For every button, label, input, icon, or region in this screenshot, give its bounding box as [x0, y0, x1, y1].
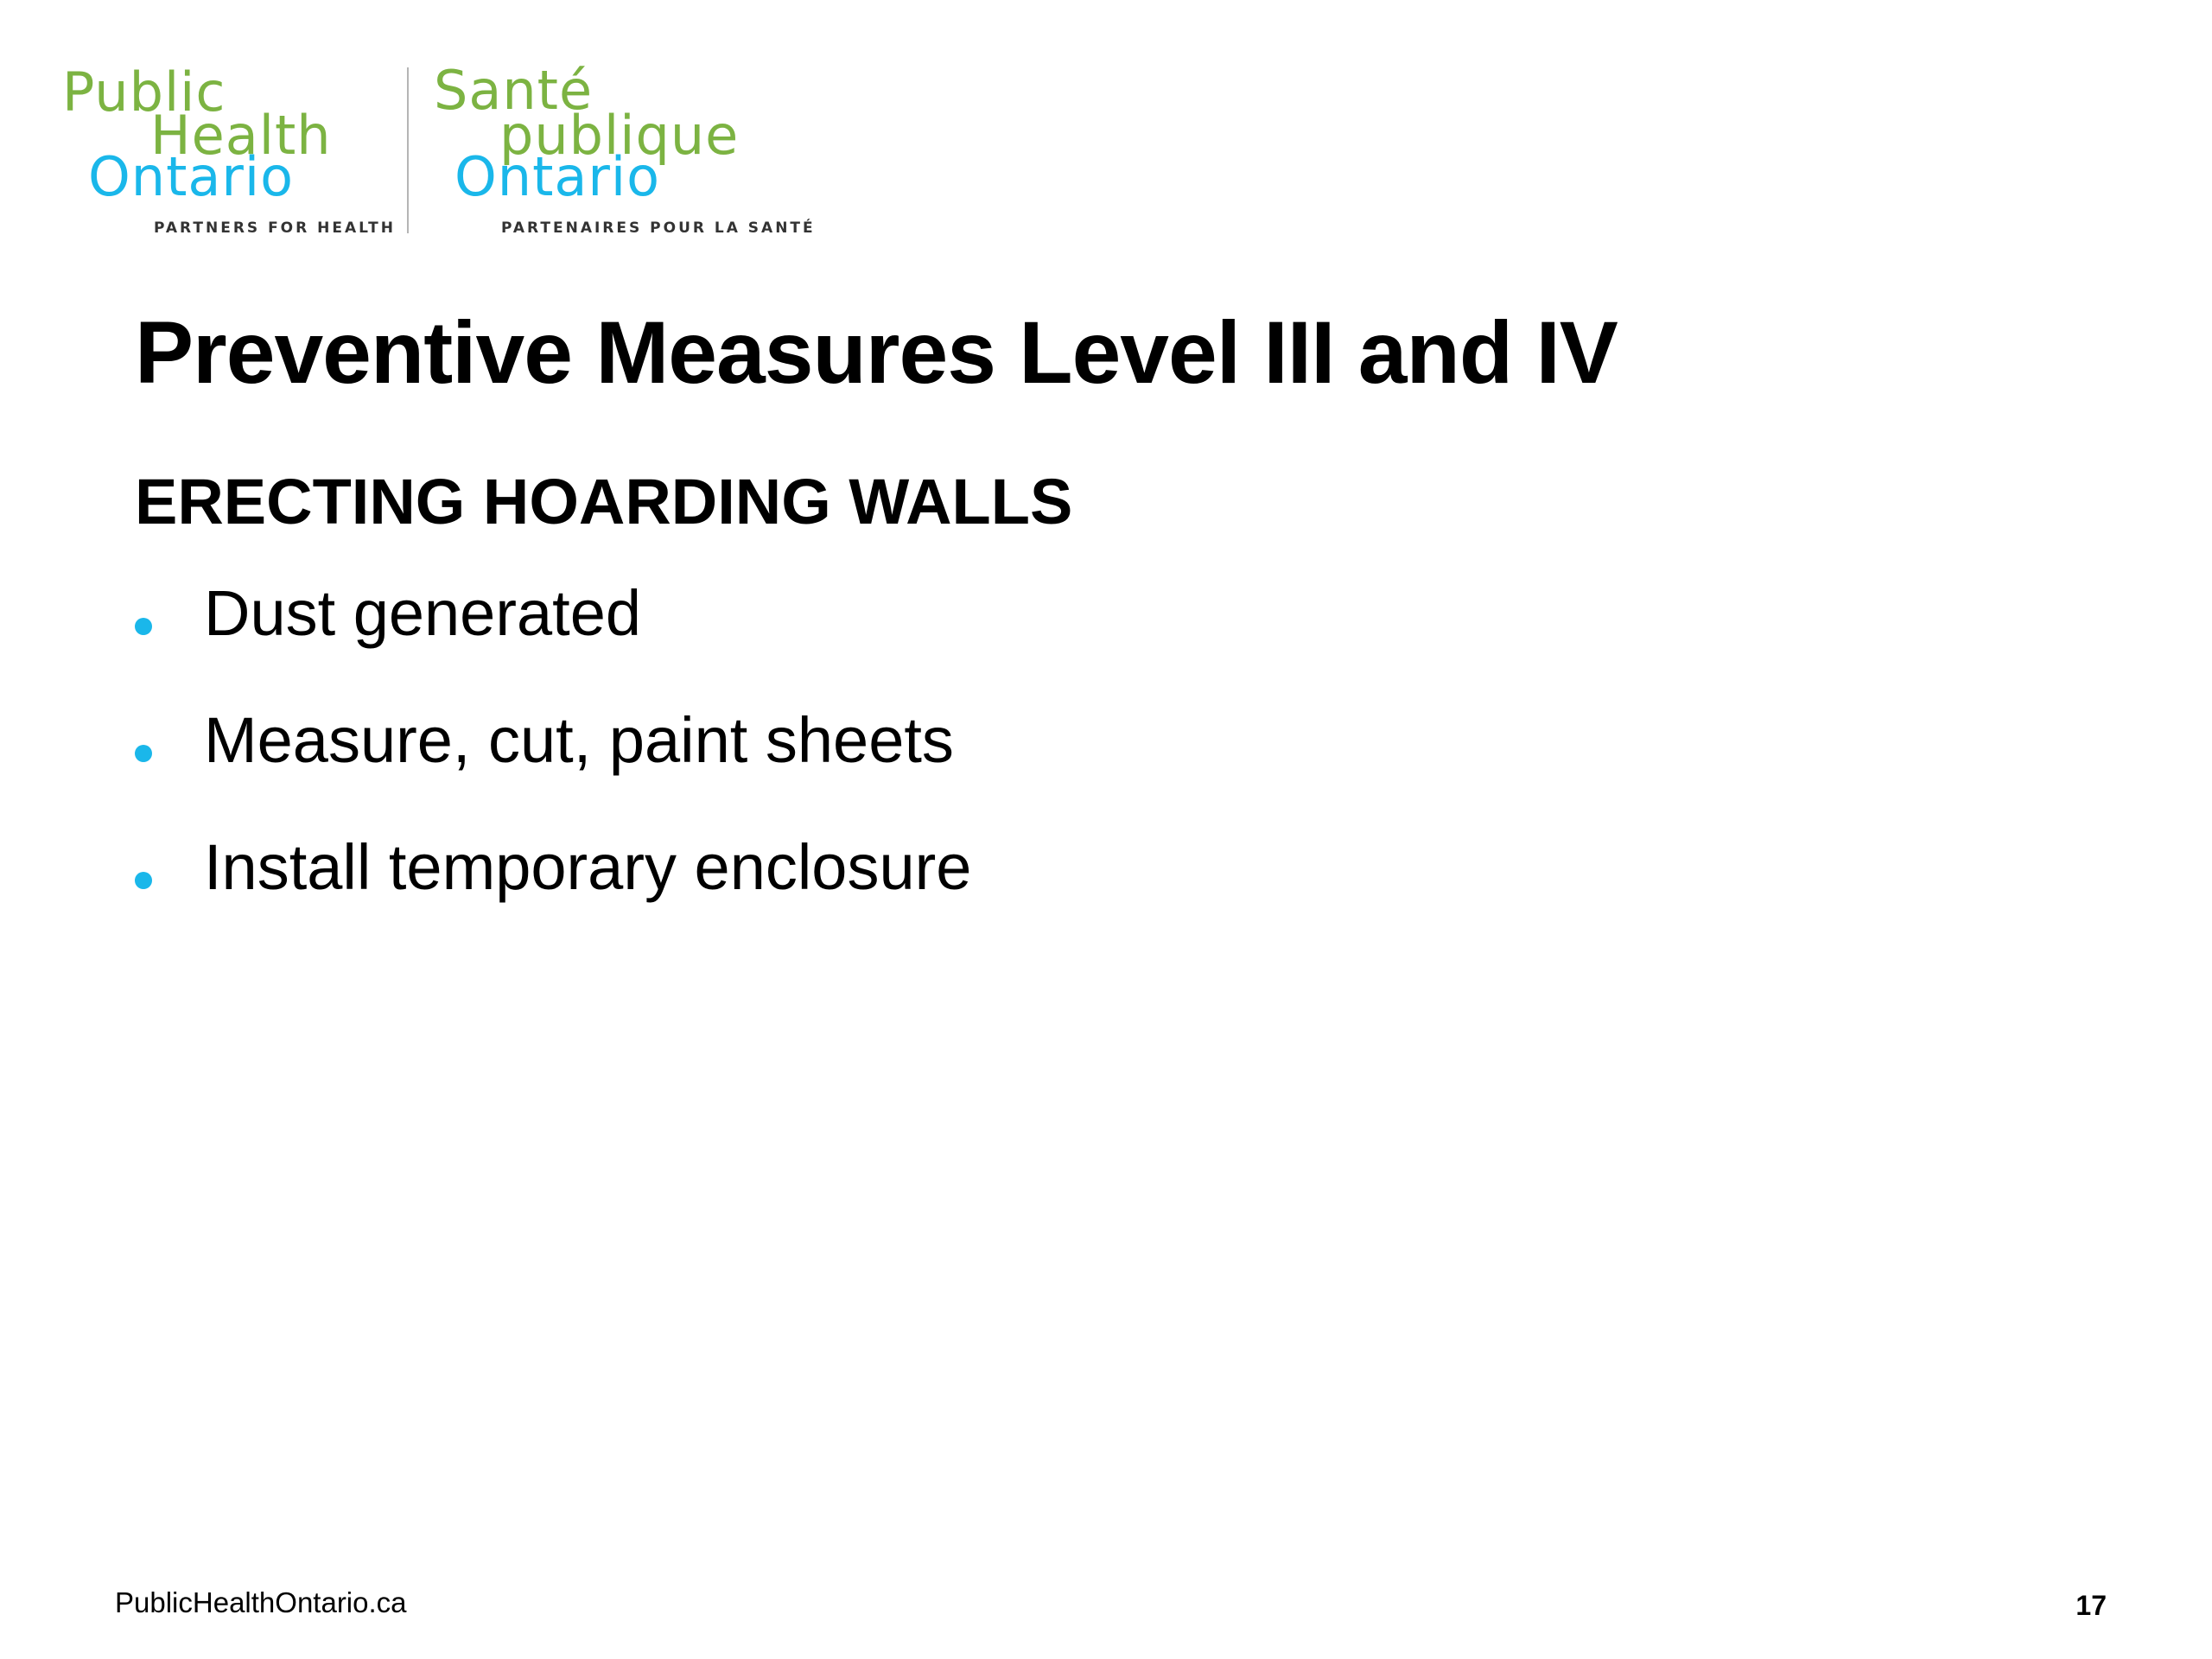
logo-french-line1: Santé: [434, 59, 594, 122]
footer-website: PublicHealthOntario.ca: [115, 1586, 407, 1618]
logo-french-line3: Ontario: [454, 145, 661, 208]
bullet-dot-icon: [135, 872, 152, 889]
logo-divider: [407, 67, 409, 233]
bullet-text: Dust generated: [204, 577, 642, 649]
bullet-text: Install temporary enclosure: [204, 831, 972, 903]
public-health-ontario-logo: [60, 59, 816, 242]
logo-french-tagline: PARTENAIRES POUR LA SANTÉ: [501, 219, 816, 237]
page-number: 17: [2075, 1590, 2107, 1621]
logo-english-tagline: PARTNERS FOR HEALTH: [154, 219, 396, 237]
list-item: [135, 704, 971, 842]
bullet-text: Measure, cut, paint sheets: [204, 704, 954, 776]
logo-english-line1: Public: [62, 60, 226, 124]
list-item: [135, 831, 972, 969]
logo-english-line2: Health: [150, 104, 332, 167]
list-item: [135, 577, 971, 715]
bullet-list: [135, 577, 972, 969]
bullet-dot-icon: [135, 618, 152, 635]
logo-english-line3: Ontario: [88, 145, 295, 208]
slide-title: Preventive Measures Level III and IV: [135, 303, 1618, 402]
bullet-dot-icon: [135, 745, 152, 762]
slide-subheading: ERECTING HOARDING WALLS: [135, 466, 1073, 537]
logo-french-line2: publique: [499, 104, 740, 167]
